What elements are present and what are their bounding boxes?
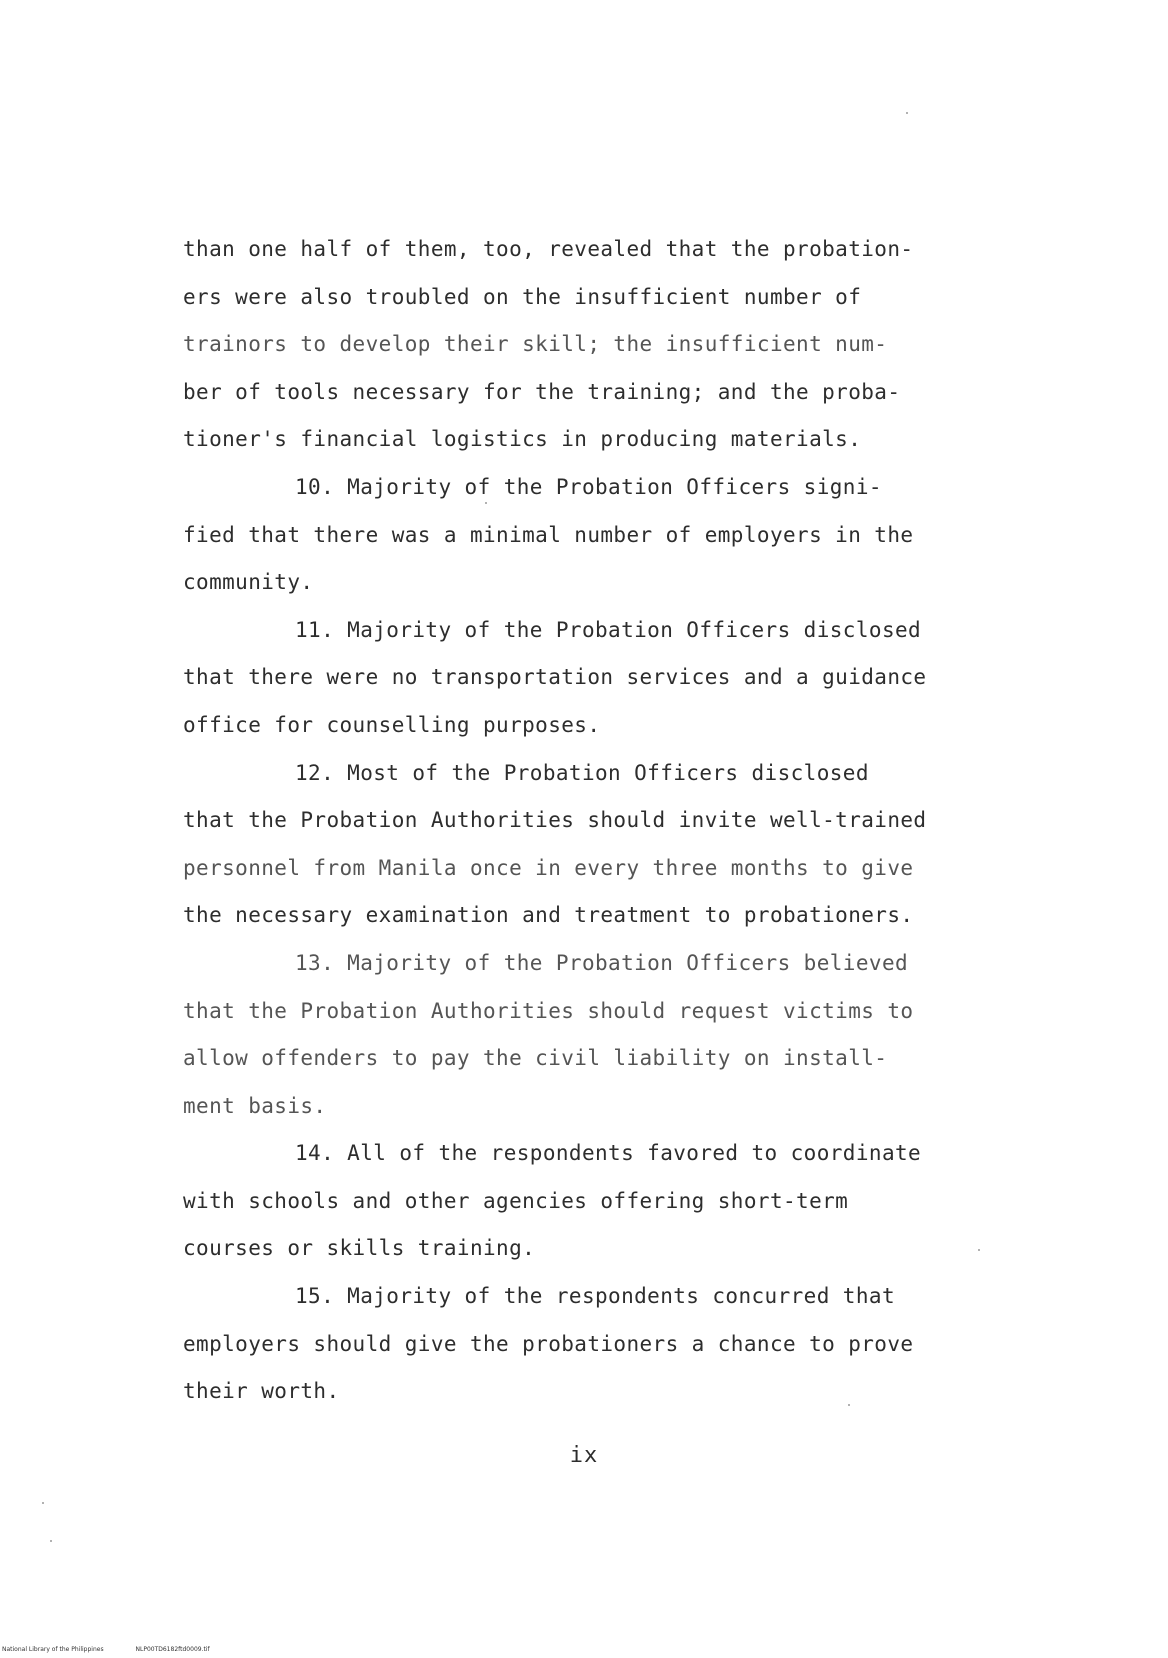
text-line: tioner's financial logistics in producing materials.: [183, 427, 862, 452]
text-line: that the Probation Authorities should request victims to: [183, 998, 914, 1023]
scan-speck: [50, 1540, 52, 1542]
text-line: their worth.: [183, 1379, 340, 1404]
text-line: personnel from Manila once in every three months to give: [183, 855, 914, 880]
text-line: trainors to develop their skill; the insufficient num-: [183, 332, 888, 357]
text-line: with schools and other agencies offering short-term: [183, 1188, 849, 1213]
file-id: NLP00TD6182ftd0009.tif: [135, 1646, 210, 1653]
text-line: employers should give the probationers a chance to prove: [183, 1331, 914, 1356]
scan-speck: [848, 1404, 850, 1406]
text-line: office for counselling purposes.: [183, 712, 601, 737]
text-line: 10. Majority of the Probation Officers signi-: [295, 474, 882, 499]
text-line: 15. Majority of the respondents concurred that: [295, 1284, 895, 1309]
scan-footer: [2, 1646, 240, 1653]
text-line: allow offenders to pay the civil liability on install-: [183, 1046, 888, 1071]
body-text: [183, 226, 1003, 1416]
text-line: 14. All of the respondents favored to coordinate: [295, 1141, 922, 1166]
text-line: the necessary examination and treatment to probationers.: [183, 903, 914, 928]
scan-speck: [42, 1502, 44, 1504]
text-line: than one half of them, too, revealed that the probation-: [183, 237, 914, 261]
page-number: ix: [569, 1443, 599, 1468]
text-line: that the Probation Authorities should invite well-trained: [183, 808, 927, 833]
text-line: 11. Majority of the Probation Officers disclosed: [295, 617, 922, 642]
scan-speck: [906, 112, 908, 114]
text-line: community.: [183, 570, 314, 595]
text-line: fied that there was a minimal number of employers in the: [183, 522, 914, 547]
text-line: courses or skills training.: [183, 1236, 536, 1261]
text-line: 12. Most of the Probation Officers disclosed: [295, 760, 869, 785]
text-line: ment basis.: [183, 1093, 327, 1118]
scan-speck: [978, 1249, 980, 1251]
library-credit: National Library of the Philippines: [2, 1646, 104, 1653]
text-line: ers were also troubled on the insufficient number of: [183, 284, 862, 309]
text-line: that there were no transportation services and a guidance: [183, 665, 927, 690]
text-line: ber of tools necessary for the training; and the proba-: [183, 379, 901, 404]
scan-speck: [485, 502, 487, 504]
text-line: 13. Majority of the Probation Officers believed: [295, 950, 909, 975]
